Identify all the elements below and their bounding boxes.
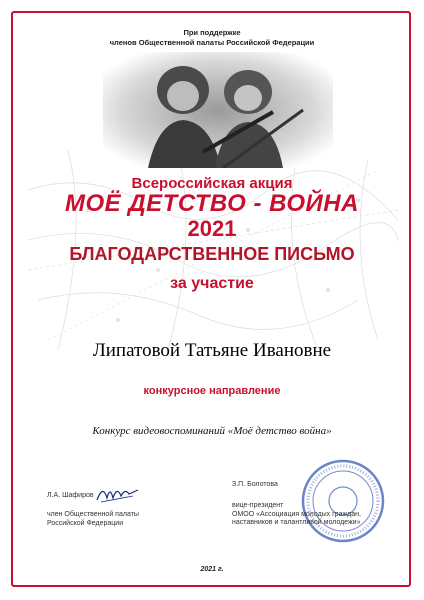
participation-text: за участие [170, 275, 254, 292]
header-line-1: При поддержке [183, 28, 241, 37]
campaign-year: 2021 [187, 216, 237, 241]
right-signatory-name: З.П. Болотова [232, 481, 278, 488]
right-title-line-1: вице-президент [232, 502, 284, 509]
left-signatory-title [47, 511, 139, 528]
issue-date: 2021 г. [200, 566, 224, 573]
left-title-line-2: Российской Федерации [47, 519, 124, 527]
right-title-line-3: наставников и талантливой молодежи» [232, 519, 361, 526]
action-title: Всероссийская акция [131, 175, 293, 192]
direction-label: конкурсное направление [143, 385, 281, 397]
blue-round-stamp-icon [300, 458, 386, 544]
historical-photo-children-icon [103, 52, 333, 168]
letter-title: БЛАГОДАРСТВЕННОЕ ПИСЬМО [69, 244, 355, 264]
recipient-name: Липатовой Татьяне Ивановне [92, 340, 332, 361]
campaign-name: МОЁ ДЕТСТВО - ВОЙНА [65, 190, 359, 217]
right-title-line-2: ОМОО «Ассоциация молодых граждан, [232, 510, 361, 518]
left-title-line-1: член Общественной палаты [47, 511, 139, 518]
right-signatory-title [232, 502, 361, 528]
header-line-2: членов Общественной палаты Российской Федерации [109, 38, 315, 47]
left-signatory-name: Л.А. Шафиров [47, 492, 94, 499]
contest-name: Конкурс видеовоспоминаний «Моё детство война» [92, 425, 332, 437]
signature-icon [95, 480, 140, 506]
header [0, 28, 424, 48]
